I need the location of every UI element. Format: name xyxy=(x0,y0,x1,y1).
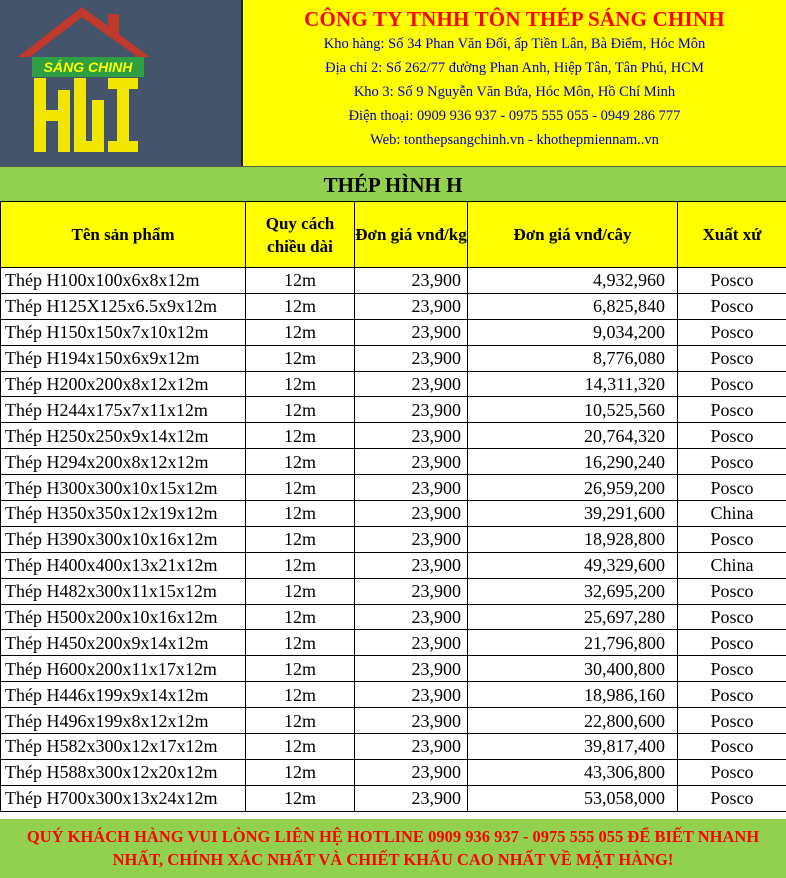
website-links: Web: tonthepsangchinh.vn - khothepmiennam..vn xyxy=(370,132,659,148)
table-row xyxy=(1,319,786,345)
origin-cell: Posco xyxy=(678,682,786,708)
length-cell: 12m xyxy=(246,708,355,734)
product-name-cell: Thép H244x175x7x11x12m xyxy=(1,397,246,423)
product-name-cell: Thép H600x200x11x17x12m xyxy=(1,656,246,682)
length-cell: 12m xyxy=(246,630,355,656)
length-cell: 12m xyxy=(246,759,355,785)
table-row xyxy=(1,552,786,578)
price-cell: 4,932,960 xyxy=(468,268,678,294)
origin-cell: Posco xyxy=(678,578,786,604)
length-cell: 12m xyxy=(246,604,355,630)
origin-cell: Posco xyxy=(678,397,786,423)
unit-price-cell: 23,900 xyxy=(355,552,468,578)
unit-price-cell: 23,900 xyxy=(355,604,468,630)
length-cell: 12m xyxy=(246,268,355,294)
product-name-cell: Thép H700x300x13x24x12m xyxy=(1,785,246,811)
company-name: CÔNG TY TNHH TÔN THÉP SÁNG CHINH xyxy=(304,7,725,31)
table-row xyxy=(1,682,786,708)
length-cell: 12m xyxy=(246,423,355,449)
table-row xyxy=(1,268,786,294)
price-cell: 20,764,320 xyxy=(468,423,678,449)
length-cell: 12m xyxy=(246,526,355,552)
unit-price-cell: 23,900 xyxy=(355,423,468,449)
origin-cell: Posco xyxy=(678,475,786,501)
table-row xyxy=(1,371,786,397)
length-cell: 12m xyxy=(246,345,355,371)
product-name-cell: Thép H150x150x7x10x12m xyxy=(1,319,246,345)
unit-price-cell: 23,900 xyxy=(355,345,468,371)
header-unit-price: Đơn giá vnđ/kg xyxy=(355,202,468,268)
price-cell: 22,800,600 xyxy=(468,708,678,734)
origin-cell: Posco xyxy=(678,708,786,734)
unit-price-cell: 23,900 xyxy=(355,293,468,319)
unit-price-cell: 23,900 xyxy=(355,785,468,811)
price-cell: 30,400,800 xyxy=(468,656,678,682)
product-name-cell: Thép H400x400x13x21x12m xyxy=(1,552,246,578)
price-cell: 16,290,240 xyxy=(468,449,678,475)
length-cell: 12m xyxy=(246,293,355,319)
origin-cell: Posco xyxy=(678,759,786,785)
price-cell: 6,825,840 xyxy=(468,293,678,319)
length-cell: 12m xyxy=(246,397,355,423)
header-price-per-bar: Đơn giá vnđ/cây xyxy=(468,202,678,268)
price-cell: 32,695,200 xyxy=(468,578,678,604)
origin-cell: Posco xyxy=(678,319,786,345)
origin-cell: Posco xyxy=(678,449,786,475)
price-cell: 14,311,320 xyxy=(468,371,678,397)
phone-numbers: Điện thoại: 0909 936 937 - 0975 555 055 - 0949 286 777 xyxy=(348,108,681,124)
origin-cell: Posco xyxy=(678,734,786,760)
price-cell: 9,034,200 xyxy=(468,319,678,345)
unit-price-cell: 23,900 xyxy=(355,449,468,475)
company-info xyxy=(243,0,786,166)
length-cell: 12m xyxy=(246,578,355,604)
warehouse-address: Kho hàng: Số 34 Phan Văn Đối, ấp Tiền Lân, Bà Điểm, Hóc Môn xyxy=(323,36,706,52)
table-row xyxy=(1,423,786,449)
price-cell: 39,291,600 xyxy=(468,501,678,527)
origin-cell: Posco xyxy=(678,526,786,552)
price-cell: 18,986,160 xyxy=(468,682,678,708)
hotline-line-1: QUÝ KHÁCH HÀNG VUI LÒNG LIÊN HỆ HOTLINE 0909 936 937 - 0975 555 055 ĐỂ BIẾT NHANH xyxy=(26,827,760,846)
unit-price-cell: 23,900 xyxy=(355,578,468,604)
warehouse-3-address: Kho 3: Số 9 Nguyễn Văn Bứa, Hóc Môn, Hồ Chí Minh xyxy=(353,84,676,100)
unit-price-cell: 23,900 xyxy=(355,759,468,785)
product-name-cell: Thép H496x199x8x12x12m xyxy=(1,708,246,734)
table-row xyxy=(1,604,786,630)
table-row xyxy=(1,345,786,371)
logo-text: SÁNG CHINH xyxy=(43,59,133,75)
unit-price-cell: 23,900 xyxy=(355,630,468,656)
table-row xyxy=(1,734,786,760)
product-name-cell: Thép H125X125x6.5x9x12m xyxy=(1,293,246,319)
address-2: Địa chỉ 2: Số 262/77 đường Phan Anh, Hiệp Tân, Tân Phú, HCM xyxy=(325,60,704,76)
unit-price-cell: 23,900 xyxy=(355,682,468,708)
page-title: THÉP HÌNH H xyxy=(0,166,786,202)
company-logo xyxy=(0,0,243,166)
origin-cell: Posco xyxy=(678,656,786,682)
table-row xyxy=(1,293,786,319)
product-name-cell: Thép H294x200x8x12x12m xyxy=(1,449,246,475)
product-name-cell: Thép H100x100x6x8x12m xyxy=(1,268,246,294)
table-row xyxy=(1,449,786,475)
product-name-cell: Thép H390x300x10x16x12m xyxy=(1,526,246,552)
price-cell: 8,776,080 xyxy=(468,345,678,371)
table-row xyxy=(1,475,786,501)
unit-price-cell: 23,900 xyxy=(355,475,468,501)
table-row xyxy=(1,501,786,527)
price-cell: 21,796,800 xyxy=(468,630,678,656)
price-cell: 53,058,000 xyxy=(468,785,678,811)
origin-cell: Posco xyxy=(678,268,786,294)
unit-price-cell: 23,900 xyxy=(355,268,468,294)
product-name-cell: Thép H194x150x6x9x12m xyxy=(1,345,246,371)
length-cell: 12m xyxy=(246,734,355,760)
product-name-cell: Thép H450x200x9x14x12m xyxy=(1,630,246,656)
origin-cell: Posco xyxy=(678,371,786,397)
table-row xyxy=(1,526,786,552)
logo-graphic xyxy=(0,0,241,166)
page-header xyxy=(0,0,786,166)
unit-price-cell: 23,900 xyxy=(355,708,468,734)
price-cell: 10,525,560 xyxy=(468,397,678,423)
length-cell: 12m xyxy=(246,552,355,578)
table-row xyxy=(1,785,786,811)
header-origin: Xuất xứ xyxy=(678,202,786,268)
origin-cell: Posco xyxy=(678,345,786,371)
origin-cell: Posco xyxy=(678,293,786,319)
length-cell: 12m xyxy=(246,475,355,501)
table-row xyxy=(1,656,786,682)
product-name-cell: Thép H250x250x9x14x12m xyxy=(1,423,246,449)
product-name-cell: Thép H582x300x12x17x12m xyxy=(1,734,246,760)
unit-price-cell: 23,900 xyxy=(355,501,468,527)
price-cell: 43,306,800 xyxy=(468,759,678,785)
length-cell: 12m xyxy=(246,785,355,811)
table-row xyxy=(1,759,786,785)
product-name-cell: Thép H350x350x12x19x12m xyxy=(1,501,246,527)
origin-cell: Posco xyxy=(678,423,786,449)
unit-price-cell: 23,900 xyxy=(355,656,468,682)
price-table xyxy=(0,201,786,812)
hotline-line-2: NHẤT, CHÍNH XÁC NHẤT VÀ CHIẾT KHẤU CAO NHẤT VỀ MẶT HÀNG! xyxy=(112,850,674,869)
header-length: Quy cách chiều dài xyxy=(246,202,355,268)
table-body xyxy=(1,268,786,812)
product-name-cell: Thép H200x200x8x12x12m xyxy=(1,371,246,397)
product-name-cell: Thép H500x200x10x16x12m xyxy=(1,604,246,630)
length-cell: 12m xyxy=(246,371,355,397)
table-header-row xyxy=(1,202,786,268)
table-row xyxy=(1,397,786,423)
product-name-cell: Thép H588x300x12x20x12m xyxy=(1,759,246,785)
unit-price-cell: 23,900 xyxy=(355,371,468,397)
table-row xyxy=(1,630,786,656)
header-product-name: Tên sản phẩm xyxy=(1,202,246,268)
hotline-banner xyxy=(0,819,786,878)
length-cell: 12m xyxy=(246,656,355,682)
length-cell: 12m xyxy=(246,319,355,345)
table-row xyxy=(1,708,786,734)
unit-price-cell: 23,900 xyxy=(355,734,468,760)
origin-cell: China xyxy=(678,552,786,578)
origin-cell: Posco xyxy=(678,785,786,811)
unit-price-cell: 23,900 xyxy=(355,319,468,345)
price-cell: 39,817,400 xyxy=(468,734,678,760)
origin-cell: Posco xyxy=(678,604,786,630)
price-cell: 18,928,800 xyxy=(468,526,678,552)
length-cell: 12m xyxy=(246,682,355,708)
length-cell: 12m xyxy=(246,449,355,475)
unit-price-cell: 23,900 xyxy=(355,397,468,423)
origin-cell: China xyxy=(678,501,786,527)
length-cell: 12m xyxy=(246,501,355,527)
product-name-cell: Thép H482x300x11x15x12m xyxy=(1,578,246,604)
unit-price-cell: 23,900 xyxy=(355,526,468,552)
price-cell: 26,959,200 xyxy=(468,475,678,501)
product-name-cell: Thép H446x199x9x14x12m xyxy=(1,682,246,708)
table-row xyxy=(1,578,786,604)
origin-cell: Posco xyxy=(678,630,786,656)
price-cell: 25,697,280 xyxy=(468,604,678,630)
product-name-cell: Thép H300x300x10x15x12m xyxy=(1,475,246,501)
price-cell: 49,329,600 xyxy=(468,552,678,578)
